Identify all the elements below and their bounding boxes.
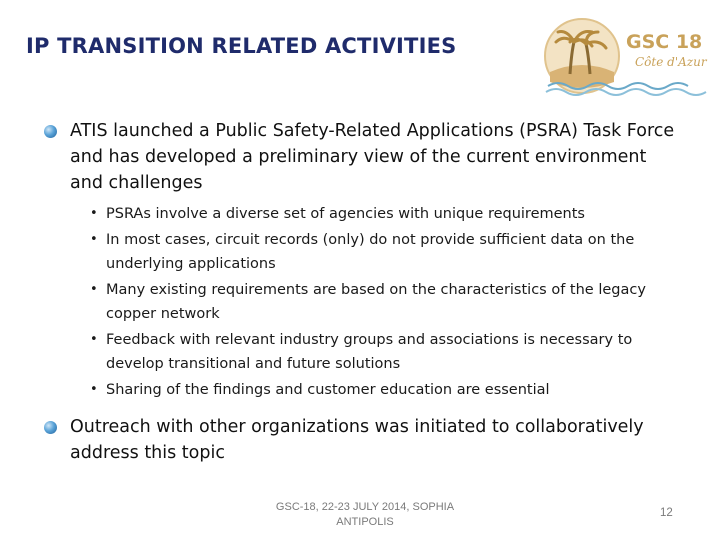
bullet-text: ATIS launched a Public Safety-Related Applications (PSRA) Task Force and has developed a preliminary view of the current environment and challenges xyxy=(70,121,675,193)
footer-text xyxy=(260,500,470,530)
bullet-list xyxy=(44,118,684,466)
svg-text:GSC 18: GSC 18 xyxy=(626,31,703,53)
sub-bullet-icon: • xyxy=(90,206,98,221)
bullet-text: Outreach with other organizations was initiated to collaboratively address this topic xyxy=(70,417,644,463)
sub-bullet-text: Many existing requirements are based on the characteristics of the legacy copper network xyxy=(106,282,646,322)
sub-bullet-text: Feedback with relevant industry groups and associations is necessary to develop transitional and future solutions xyxy=(106,332,633,372)
bullet-icon xyxy=(44,125,57,138)
bullet-item xyxy=(44,414,684,466)
sub-bullet-text: In most cases, circuit records (only) do not provide sufficient data on the underlying applications xyxy=(106,232,635,272)
sub-bullet-item xyxy=(90,228,684,276)
slide-title: IP TRANSITION RELATED ACTIVITIES xyxy=(26,34,457,58)
gsc18-logo xyxy=(540,12,710,98)
bullet-icon xyxy=(44,421,57,434)
sub-bullet-icon: • xyxy=(90,332,98,347)
svg-text:Côte d'Azur: Côte d'Azur xyxy=(635,55,707,69)
sub-bullet-item xyxy=(90,378,684,402)
sub-bullet-item xyxy=(90,202,684,226)
bullet-item xyxy=(44,118,684,196)
footer-line: ANTIPOLIS xyxy=(336,516,394,528)
sub-bullet-icon: • xyxy=(90,282,98,297)
sub-bullet-item xyxy=(90,328,684,376)
sub-bullet-text: Sharing of the findings and customer education are essential xyxy=(106,382,550,398)
sub-bullet-list xyxy=(90,202,684,402)
sub-bullet-icon: • xyxy=(90,382,98,397)
sub-bullet-text: PSRAs involve a diverse set of agencies with unique requirements xyxy=(106,206,585,222)
sub-bullet-item xyxy=(90,278,684,326)
footer-line: GSC-18, 22-23 JULY 2014, SOPHIA xyxy=(275,501,455,513)
sub-bullet-icon: • xyxy=(90,232,98,247)
page-number: 12 xyxy=(660,507,673,519)
